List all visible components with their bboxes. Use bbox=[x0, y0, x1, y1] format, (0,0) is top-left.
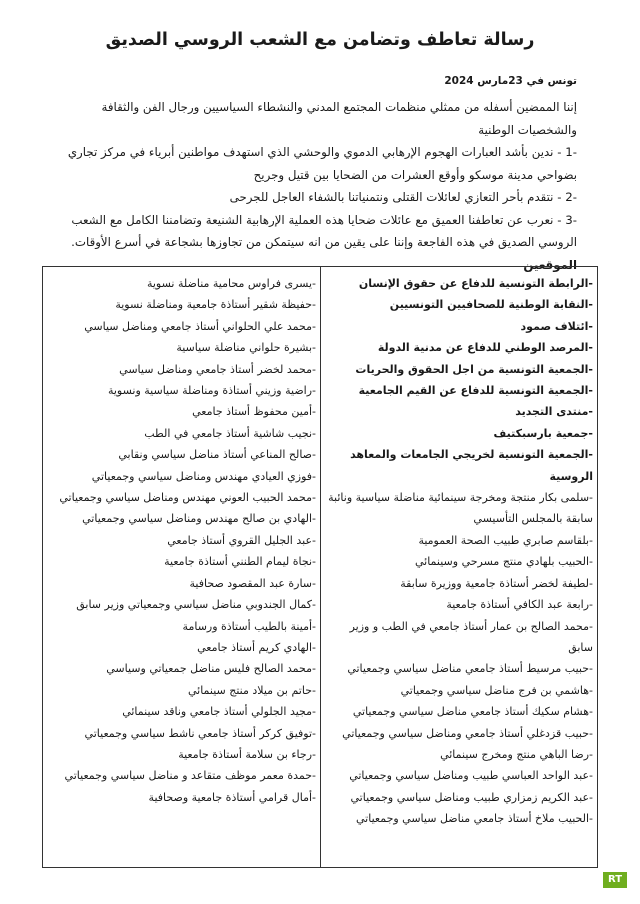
signer-item: -محمد الحبيب العوني مهندس ومناضل سياسي وجمعياتي bbox=[59, 491, 316, 505]
signer-item: -الجمعية التونسية لخريجي الجامعات والمعاهد الروسية bbox=[350, 448, 593, 483]
signer-item: -بلقاسم صابري طبيب الصحة العمومية bbox=[418, 533, 593, 547]
signer-item: -كمال الجندوبي مناضل سياسي وجمعياتي وزير سابق bbox=[76, 598, 316, 612]
signer-item: -مجيد الجلولي أستاذ جامعي وناقد سينمائي bbox=[122, 705, 316, 719]
signer-item: -رضا الباهي منتج ومخرج سينمائي bbox=[440, 747, 593, 761]
signer-item: -الجمعية التونسية للدفاع عن القيم الجامعية bbox=[358, 384, 593, 398]
signer-item: -عبد الجليل القروي أستاذ جامعي bbox=[167, 533, 316, 547]
signer-item: -راضية وزيني أستاذة ومناضلة سياسية ونسوية bbox=[107, 384, 316, 398]
signer-item: -محمد لخضر أستاذ جامعي ومناضل سياسي bbox=[119, 362, 316, 376]
signer-item: -المرصد الوطني للدفاع عن مدنية الدولة bbox=[377, 341, 593, 355]
signer-item: -لطيفة لخضر أستاذة جامعية ووزيرة سابقة bbox=[400, 576, 593, 590]
signers-heading: الموقعين bbox=[523, 257, 577, 272]
intro-paragraph: -1 - ندين بأشد العبارات الهجوم الإرهابي الدموي والوحشي الذي استهدف مواطنين أبرياء في مركز تجاري بضواحي مدينة موسكو وأوقع العشرات من الضحايا بين قتيل وجريح bbox=[67, 145, 577, 182]
signer-item: -هشام سكيك أستاذ جامعي مناضل سياسي وجمعياتي bbox=[352, 705, 593, 719]
signer-item: -بشيرة حلواني مناضلة سياسية bbox=[176, 341, 316, 355]
signer-item: -منتدى التجديد bbox=[515, 405, 593, 419]
signer-item: -أمال قرامي أستاذة جامعية وصحافية bbox=[148, 790, 316, 804]
signers-table bbox=[42, 266, 598, 868]
signer-item: -الهادي بن صالح مهندس ومناضل سياسي وجمعياتي bbox=[82, 512, 316, 526]
signer-item: -محمد الصالح فليس مناضل جمعياتي وسياسي bbox=[106, 662, 316, 676]
signer-item: -نجيب شاشية أستاذ جامعي في الطب bbox=[144, 426, 316, 440]
signer-item: -محمد علي الحلواني أستاذ جامعي ومناضل سياسي bbox=[84, 319, 316, 333]
signer-item: -فوزي العيادي مهندس ومناضل سياسي وجمعياتي bbox=[91, 469, 316, 483]
document-date: تونس في 23مارس 2024 bbox=[444, 75, 577, 87]
intro-text bbox=[57, 96, 577, 276]
intro-paragraph: إننا الممضين أسفله من ممثلي منظمات المجتمع المدني والنشطاء السياسيين ورجال الفن والثقافة والشخصيات الوطنية bbox=[101, 100, 577, 137]
signer-item: -الهادي كريم أستاذ جامعي bbox=[197, 640, 316, 654]
signer-item: -أمينة بالطيب أستاذة ورسامة bbox=[182, 619, 316, 633]
signer-item: -محمد الصالح بن عمار أستاذ جامعي في الطب و وزير سابق bbox=[349, 619, 593, 654]
signer-item: -ائتلاف صمود bbox=[520, 319, 593, 333]
signer-item: -حبيب قزدغلي أستاذ جامعي ومناضل سياسي وجمعياتي bbox=[342, 726, 593, 740]
signer-item: -النقابة الوطنية للصحافيين التونسيين bbox=[389, 298, 593, 312]
signer-item: -سارة عبد المقصود صحافية bbox=[189, 576, 316, 590]
signers-column-left bbox=[43, 267, 320, 867]
signer-item: -نجاة ليمام الطنني أستاذة جامعية bbox=[164, 555, 316, 569]
signer-item: -عبد الكريم زمزاري طبيب ومناضل سياسي وجمعياتي bbox=[350, 790, 593, 804]
signer-item: -صالح المناعي أستاذ مناضل سياسي ونقابي bbox=[118, 448, 316, 462]
signer-item: -الحبيب ملاخ أستاذ جامعي مناضل سياسي وجمعياتي bbox=[356, 812, 593, 826]
signer-item: -هاشمي بن فرج مناضل سياسي وجمعياتي bbox=[400, 683, 593, 697]
signer-item: -جمعية بارسبكتيف bbox=[493, 426, 593, 440]
signer-item: -حمدة معمر موظف متقاعد و مناضل سياسي وجمعياتي bbox=[64, 769, 316, 783]
signer-item: -يسرى فراوس محامية مناضلة نسوية bbox=[146, 277, 316, 290]
signer-item: -توفيق كركر أستاذ جامعي ناشط سياسي وجمعياتي bbox=[84, 726, 316, 740]
signer-item: -رجاء بن سلامة أستاذة جامعية bbox=[178, 747, 316, 761]
intro-paragraph: -2 - نتقدم بأحر التعازي لعائلات القتلى ونتمنياتنا بالشفاء العاجل للجرحى bbox=[229, 190, 577, 204]
signer-item: -الحبيب بلهادي منتج مسرحي وسينمائي bbox=[414, 555, 593, 569]
signer-item: -حبيب مرسيط أستاذ جامعي مناضل سياسي وجمعياتي bbox=[347, 662, 593, 676]
document-title: رسالة تعاطف وتضامن مع الشعب الروسي الصديق bbox=[105, 30, 535, 50]
intro-paragraph: -3 - نعرب عن تعاطفنا العميق مع عائلات ضحايا هذه العملية الإرهابية الشنيعة وتضامننا الكامل مع الشعب الروسي الصديق في هذه الفاجعة وإننا على يقين من انه سيتمكن من تجاوزها بشجاعة في أسرع الأوقات. bbox=[71, 212, 577, 249]
signer-item: -سلمى بكار منتجة ومخرجة سينمائية مناضلة سياسية ونائبة سابقة بالمجلس التأسيسي bbox=[328, 491, 593, 526]
rt-logo: RT bbox=[603, 872, 627, 888]
signer-item: -الجمعية التونسية من اجل الحقوق والحريات bbox=[355, 362, 593, 376]
signer-item: -أمين محفوظ أستاذ جامعي bbox=[192, 405, 316, 419]
signer-item: -حفيظة شقير أستاذة جامعية ومناضلة نسوية bbox=[115, 298, 316, 312]
signer-item: -حاتم بن ميلاد منتج سينمائي bbox=[187, 683, 316, 697]
signers-column-right bbox=[320, 267, 597, 867]
signer-item: -رابعة عبد الكافي أستاذة جامعية bbox=[446, 598, 593, 612]
signer-item: -الرابطة التونسية للدفاع عن حقوق الإنسان bbox=[358, 277, 593, 290]
signer-item: -عبد الواحد العباسي طبيب ومناضل سياسي وجمعياتي bbox=[349, 769, 593, 783]
